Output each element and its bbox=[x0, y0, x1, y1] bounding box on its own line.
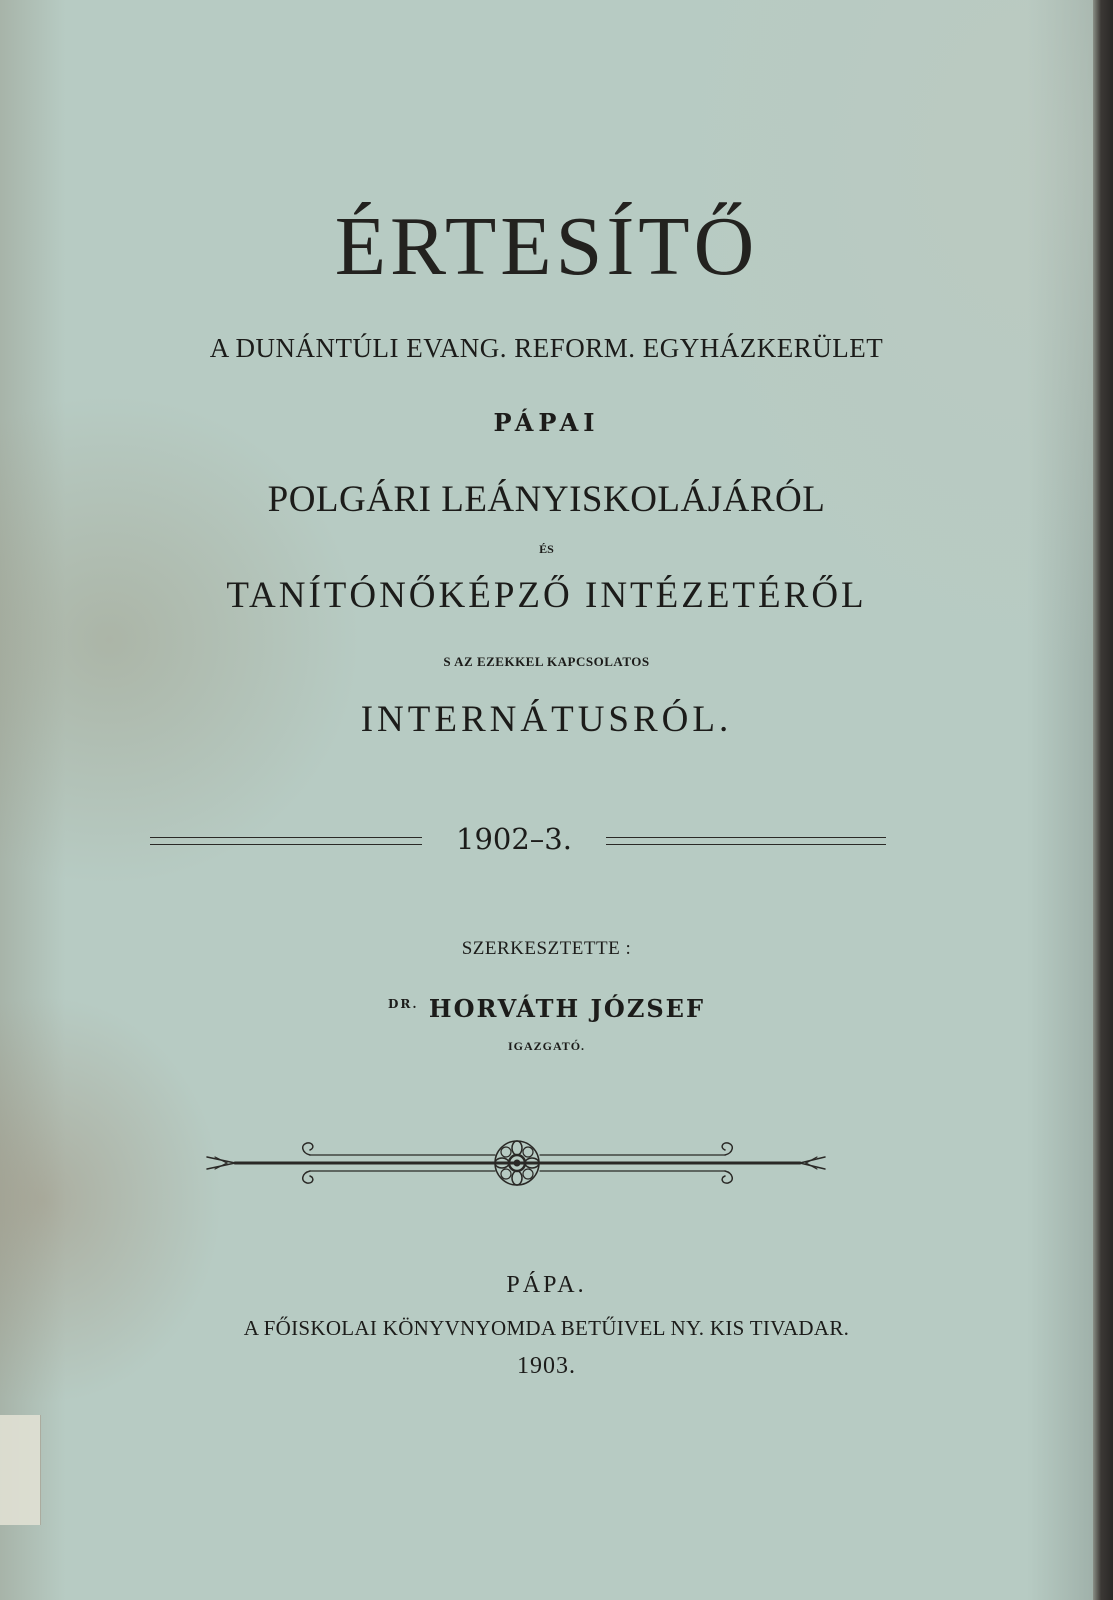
imprint-place: PÁPA. bbox=[506, 1272, 587, 1298]
subtitle-boarding: INTERNÁTUSRÓL. bbox=[360, 699, 733, 740]
school-year: 1902–3. bbox=[456, 822, 572, 856]
subtitle-town: PÁPAI bbox=[493, 408, 600, 437]
library-sticker-remnant bbox=[0, 1415, 41, 1525]
imprint-printer: A FŐISKOLAI KÖNYVNYOMDA BETŰIVEL NY. KIS TIVADAR. bbox=[243, 1316, 850, 1340]
subtitle-girls-school: POLGÁRI LEÁNYISKOLÁJÁRÓL bbox=[267, 479, 826, 520]
double-rule-left bbox=[150, 837, 422, 845]
ornament-divider-icon bbox=[205, 1132, 830, 1194]
subtitle-conjunction: ÉS bbox=[539, 542, 554, 556]
school-year-row bbox=[150, 822, 886, 862]
editor-role: IGAZGATÓ. bbox=[507, 1039, 586, 1053]
subtitle-teacher-training: TANÍTÓNŐKÉPZŐ INTÉZETÉRŐL bbox=[226, 575, 867, 616]
editor-name-line bbox=[0, 994, 1093, 1023]
editor-title-prefix: DR. bbox=[388, 997, 419, 1011]
editor-name: HORVÁTH JÓZSEF bbox=[428, 994, 705, 1023]
subtitle-church-district: A DUNÁNTÚLI EVANG. REFORM. EGYHÁZKERÜLET bbox=[209, 333, 884, 363]
imprint-year: 1903. bbox=[517, 1353, 576, 1379]
book-edge bbox=[1093, 0, 1113, 1600]
cover-title: ÉRTESÍTŐ bbox=[334, 200, 759, 293]
subtitle-related: S AZ EZEKKEL KAPCSOLATOS bbox=[443, 654, 650, 669]
editor-label: SZERKESZTETTE : bbox=[461, 938, 632, 959]
double-rule-right bbox=[606, 837, 886, 845]
